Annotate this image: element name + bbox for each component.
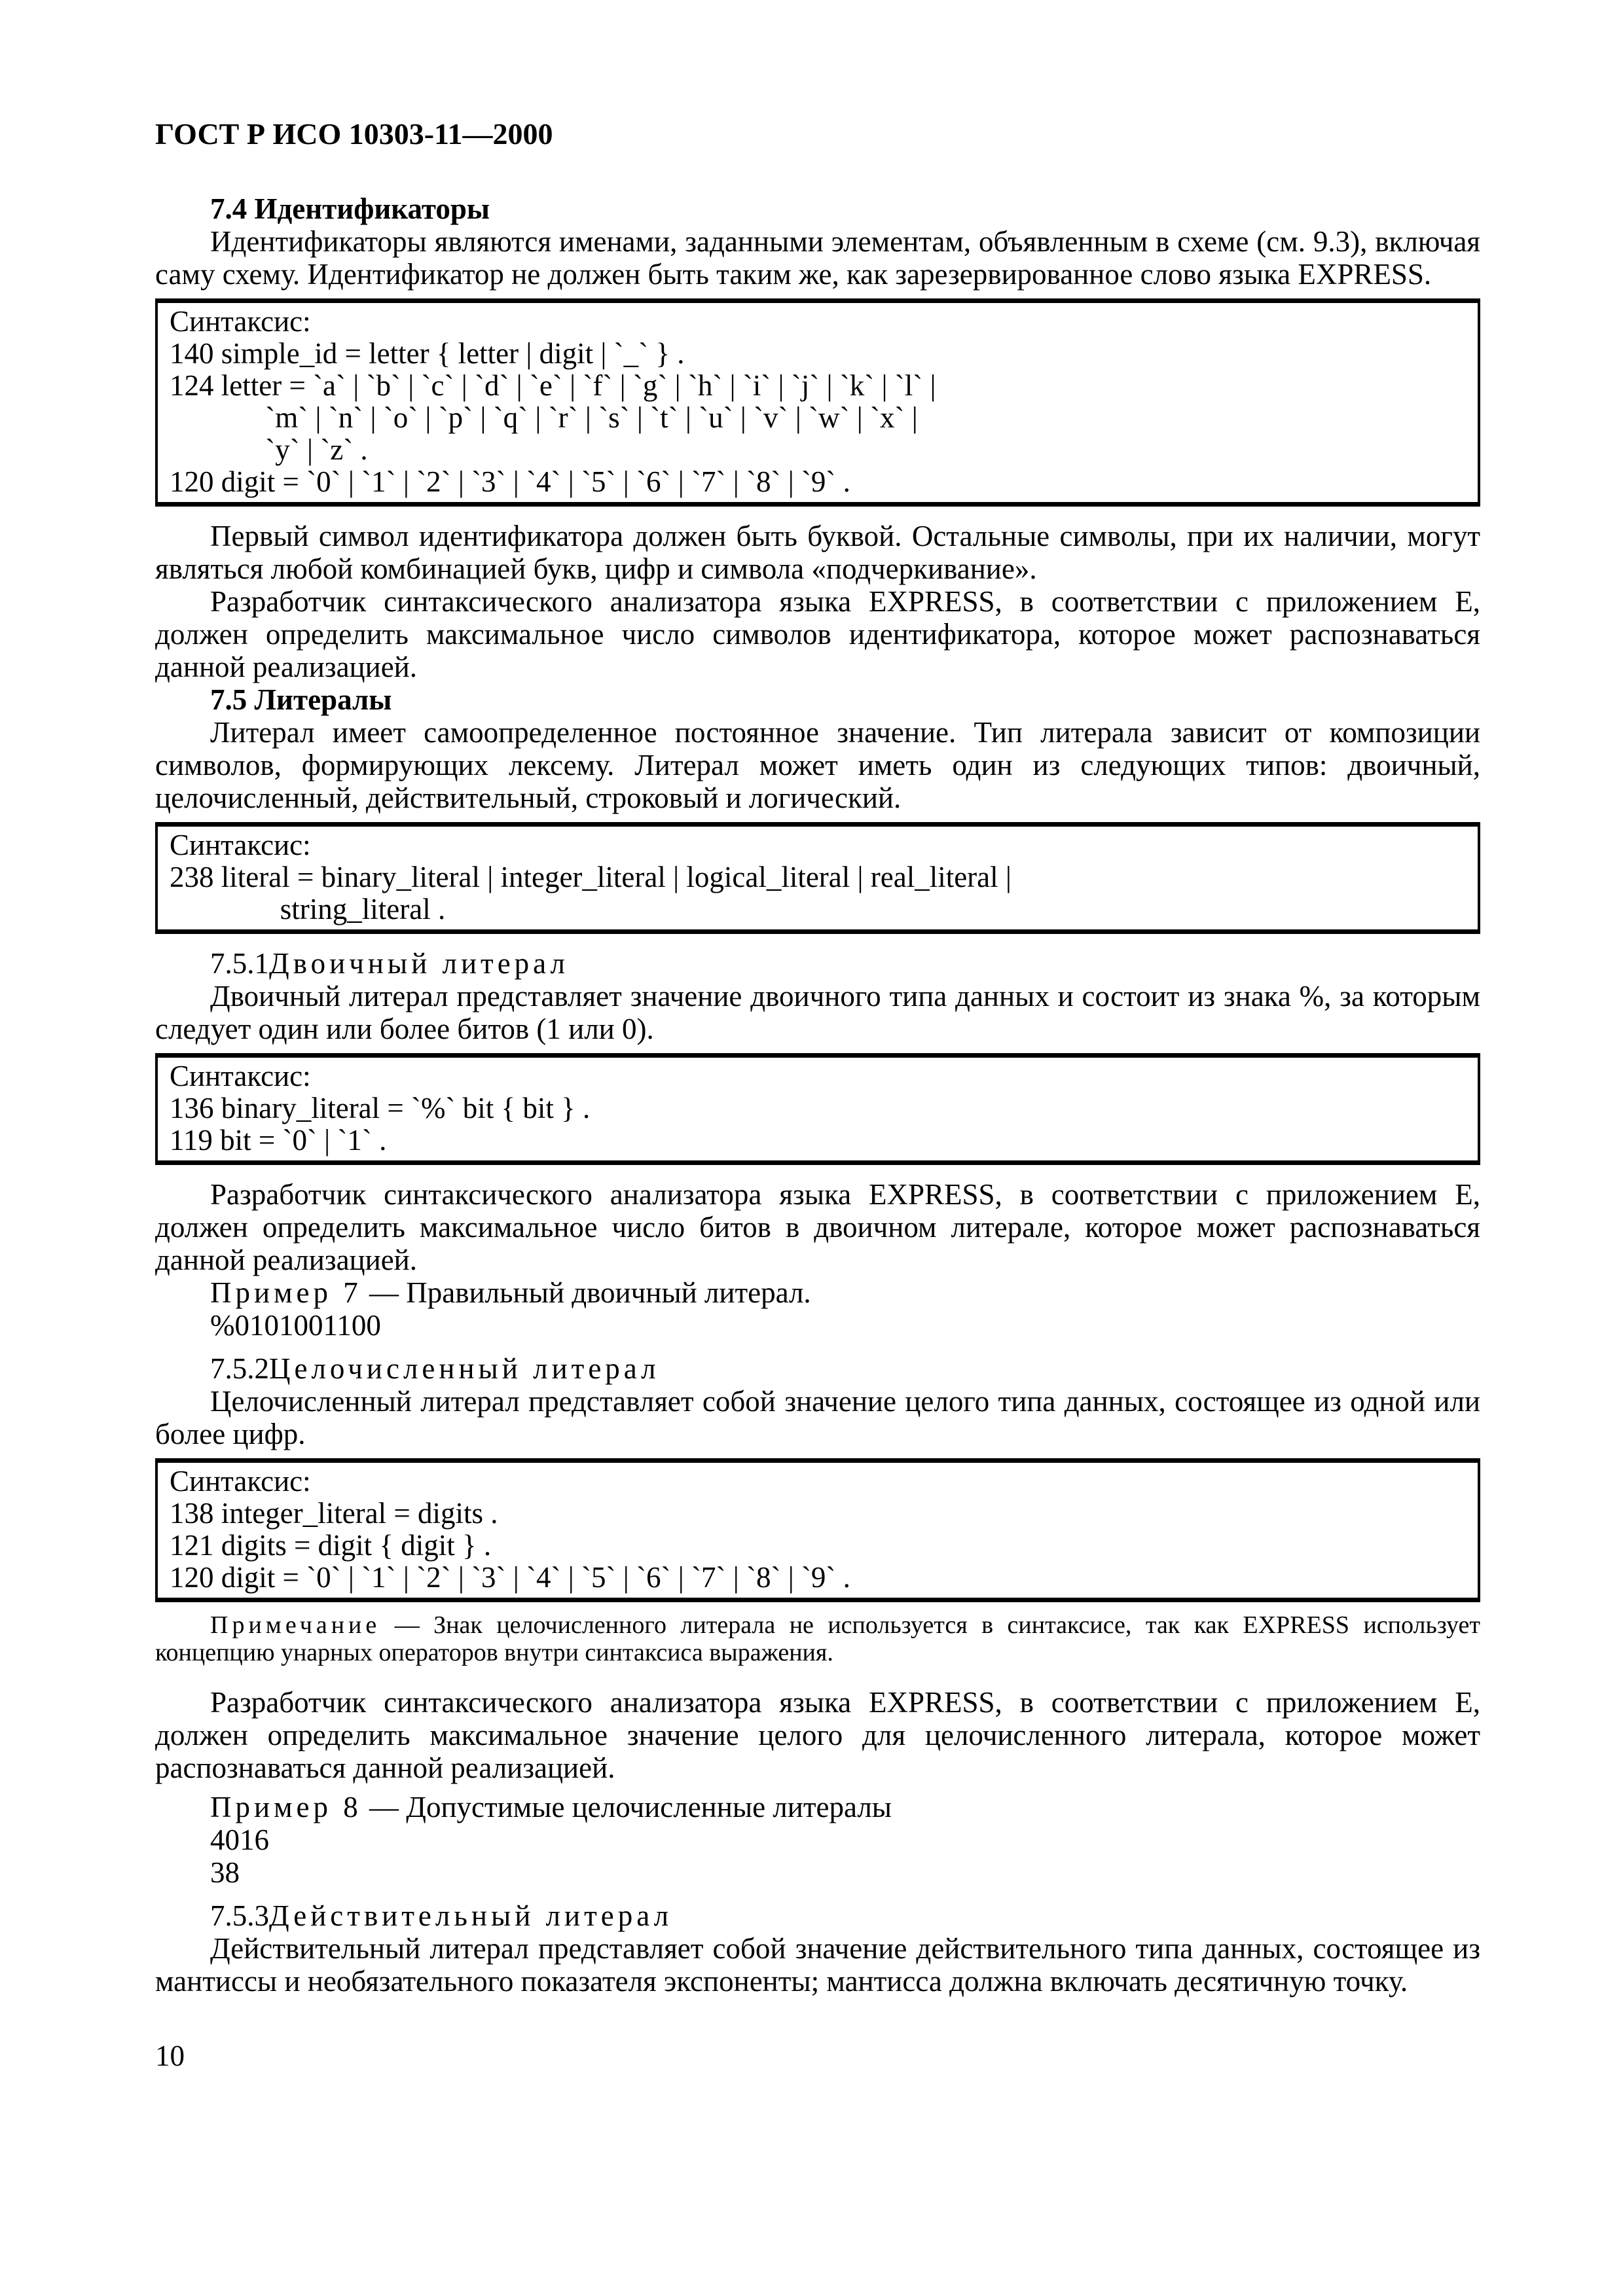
example — [155, 1791, 1480, 1823]
subsection-title: Целочисленный литерал — [269, 1352, 660, 1385]
subsection-heading — [155, 947, 1480, 980]
example-label: Пример 8 — [210, 1791, 362, 1823]
syntax-line: Синтаксис: — [170, 1060, 311, 1092]
subsection-number: 7.5.2 — [210, 1352, 269, 1385]
paragraph: Идентификаторы являются именами, заданными элементам, объявленным в схеме (см. 9.3), включая саму схему. Идентификатор не должен быть таким же, как зарезервированное слово языка EXPRESS. — [155, 225, 1480, 291]
example-value: 4016 — [210, 1823, 269, 1856]
paragraph: Действительный литерал представляет собой значение действительного типа данных, состоящее из мантиссы и необязательного показателя экспоненты; мантисса должна включать десятичную точку. — [155, 1932, 1480, 1998]
syntax-box — [155, 1458, 1480, 1602]
example-value: 38 — [210, 1856, 240, 1889]
syntax-line: `m` | `n` | `o` | `p` | `q` | `r` | `s` | `t` | `u` | `v` | `w` | `x` | — [170, 401, 918, 434]
syntax-line: 136 binary_literal = `%` bit { bit } . — [170, 1092, 591, 1124]
subsection-heading — [155, 1899, 1480, 1932]
syntax-line: 138 integer_literal = digits . — [170, 1497, 498, 1530]
note-label: Примечание — [210, 1611, 381, 1639]
paragraph: Разработчик синтаксического анализатора языка EXPRESS, в соответствии с приложением Е, должен определить максимальное число символов идентификатора, которое может распознаваться данной реализацией. — [155, 585, 1480, 683]
syntax-line: 120 digit = `0` | `1` | `2` | `3` | `4` | `5` | `6` | `7` | `8` | `9` . — [170, 1561, 850, 1594]
syntax-line: 124 letter = `a` | `b` | `c` | `d` | `e` | `f` | `g` | `h` | `i` | `j` | `k` | `l` | — [170, 369, 936, 402]
syntax-line: Синтаксис: — [170, 1465, 311, 1498]
syntax-box — [155, 1053, 1480, 1165]
syntax-box — [155, 298, 1480, 507]
syntax-box — [155, 822, 1480, 934]
page-number: 10 — [155, 2039, 185, 2072]
syntax-line: 140 simple_id = letter { letter | digit | `_` } . — [170, 337, 685, 370]
section-heading: 7.5 Литералы — [210, 683, 392, 716]
paragraph: Разработчик синтаксического анализатора языка EXPRESS, в соответствии с приложением Е, должен определить максимальное значение целого для целочисленного литерала, которое может распознаваться данной реализацией. — [155, 1686, 1480, 1784]
document-page — [155, 118, 1480, 1998]
section-heading: 7.4 Идентификаторы — [210, 192, 490, 225]
subsection-heading — [155, 1352, 1480, 1385]
syntax-line: Синтаксис: — [170, 305, 311, 338]
syntax-line: 120 digit = `0` | `1` | `2` | `3` | `4` | `5` | `6` | `7` | `8` | `9` . — [170, 465, 850, 498]
example — [155, 1276, 1480, 1309]
example-value: %0101001100 — [210, 1309, 381, 1342]
note-text: — Знак целочисленного литерала не используется в синтаксисе, так как EXPRESS использует концепцию унарных операторов внутри синтаксиса выражения. — [155, 1611, 1480, 1666]
paragraph: Литерал имеет самоопределенное постоянное значение. Тип литерала зависит от композиции символов, формирующих лексему. Литерал может иметь один из следующих типов: двоичный, целочисленный, действительный, строковый и логический. — [155, 716, 1480, 814]
syntax-line: string_literal . — [170, 893, 446, 925]
example-label: Пример 7 — [210, 1276, 362, 1309]
subsection-title: Действительный литерал — [269, 1899, 673, 1932]
paragraph: Разработчик синтаксического анализатора языка EXPRESS, в соответствии с приложением Е, должен определить максимальное число битов в двоичном литерале, которое может распознаваться данной реализацией. — [155, 1178, 1480, 1276]
syntax-line: `y` | `z` . — [170, 433, 368, 466]
paragraph: Двоичный литерал представляет значение двоичного типа данных и состоит из знака %, за которым следует один или более битов (1 или 0). — [155, 980, 1480, 1045]
subsection-number: 7.5.1 — [210, 947, 269, 980]
subsection-number: 7.5.3 — [210, 1899, 269, 1932]
paragraph: Первый символ идентификатора должен быть буквой. Остальные символы, при их наличии, могут являться любой комбинацией букв, цифр и символа «подчеркивание». — [155, 520, 1480, 585]
syntax-line: 238 literal = binary_literal | integer_literal | logical_literal | real_literal | — [170, 861, 1012, 893]
subsection-title: Двоичный литерал — [269, 947, 569, 980]
syntax-line: 119 bit = `0` | `1` . — [170, 1124, 387, 1157]
note — [155, 1611, 1480, 1666]
syntax-line: 121 digits = digit { digit } . — [170, 1529, 492, 1562]
paragraph: Целочисленный литерал представляет собой значение целого типа данных, состоящее из одной или более цифр. — [155, 1385, 1480, 1450]
syntax-line: Синтаксис: — [170, 829, 311, 861]
standard-header: ГОСТ Р ИСО 10303-11—2000 — [155, 117, 553, 151]
example-text: — Допустимые целочисленные литералы — [361, 1791, 892, 1823]
example-text: — Правильный двоичный литерал. — [361, 1276, 811, 1309]
